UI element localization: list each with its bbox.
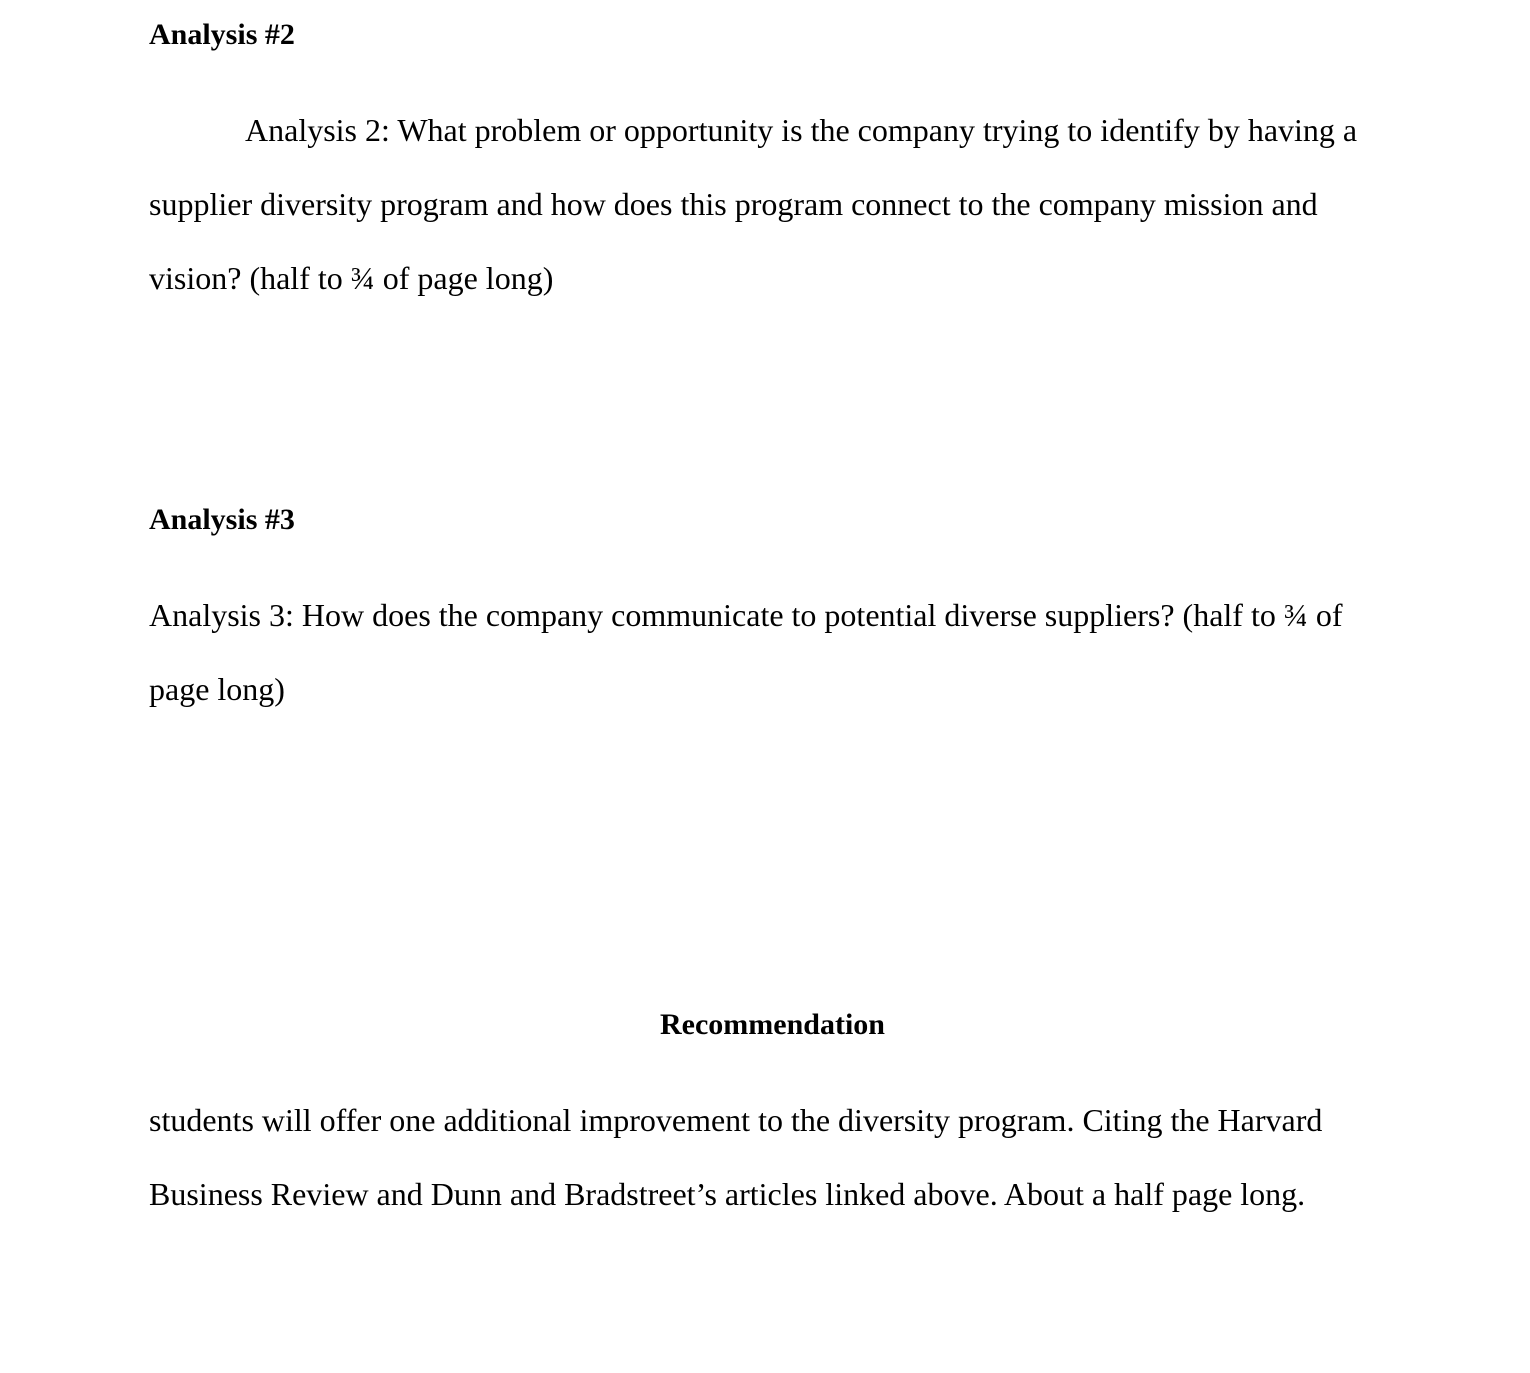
analysis-3-paragraph [149, 597, 1389, 745]
analysis-3-line-2: page long) [149, 671, 285, 707]
recommendation-line-1: students will offer one additional improvement to the diversity program. Citing the Harvard [149, 1102, 1323, 1138]
analysis-2-line-2: supplier diversity program and how does this program connect to the company mission and [149, 186, 1318, 222]
recommendation-line-2: Business Review and Dunn and Bradstreet’s articles linked above. About a half page long. [149, 1176, 1306, 1212]
analysis-2-line-3: vision? (half to ¾ of page long) [149, 260, 554, 296]
analysis-2-paragraph [149, 112, 1389, 334]
recommendation-heading: Recommendation [660, 1008, 885, 1041]
analysis-2-line-1: Analysis 2: What problem or opportunity is the company trying to identify by having a [245, 112, 1358, 148]
recommendation-paragraph [149, 1102, 1389, 1250]
analysis-3-heading: Analysis #3 [149, 503, 295, 536]
analysis-2-heading: Analysis #2 [149, 18, 295, 51]
analysis-3-line-1: Analysis 3: How does the company communicate to potential diverse suppliers? (half to ¾ of [149, 597, 1343, 633]
